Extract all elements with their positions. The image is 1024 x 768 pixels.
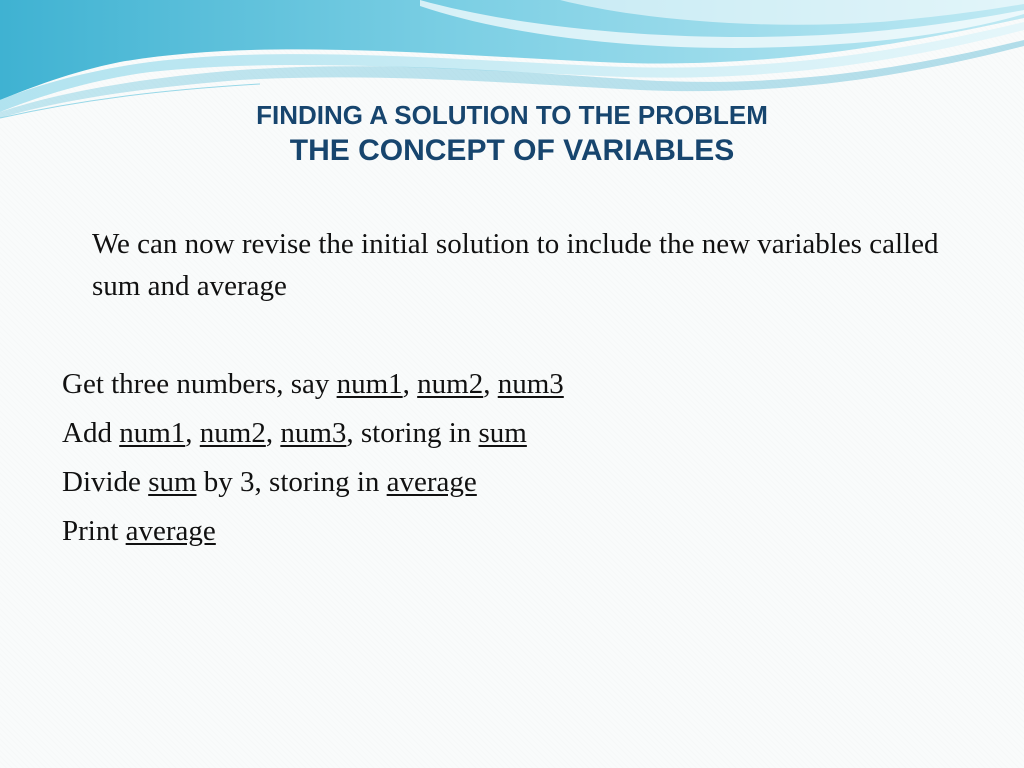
step-text: Get three numbers, say bbox=[62, 368, 337, 400]
variable-name: num2 bbox=[199, 417, 266, 449]
slide-title bbox=[0, 98, 1024, 170]
algorithm-step bbox=[62, 460, 962, 509]
variable-name: num3 bbox=[497, 368, 564, 400]
variable-name: num1 bbox=[336, 368, 403, 400]
intro-paragraph: We can now revise the initial solution to include the new variables called sum and average bbox=[92, 228, 939, 302]
variable-name: sum bbox=[478, 417, 527, 449]
slide-title-line2: THE CONCEPT OF VARIABLES bbox=[289, 134, 735, 167]
variable-name: num1 bbox=[119, 417, 186, 449]
step-text: , bbox=[265, 417, 281, 449]
step-text: , storing in bbox=[346, 417, 479, 449]
step-text: Add bbox=[62, 417, 120, 449]
algorithm-step bbox=[62, 362, 962, 411]
step-text: Print bbox=[62, 515, 126, 547]
algorithm-step bbox=[62, 509, 962, 558]
variable-name: average bbox=[386, 466, 477, 498]
variable-name: num3 bbox=[280, 417, 347, 449]
variable-name: num2 bbox=[417, 368, 484, 400]
variable-name: sum bbox=[148, 466, 197, 498]
slide-title-line1: FINDING A SOLUTION TO THE PROBLEM bbox=[256, 100, 768, 130]
step-text: , bbox=[185, 417, 200, 449]
algorithm-step bbox=[62, 411, 962, 460]
step-text: , bbox=[483, 368, 498, 400]
step-text: Divide bbox=[62, 466, 149, 498]
step-text: , bbox=[402, 368, 418, 400]
variable-name: average bbox=[125, 515, 216, 547]
step-text: by 3, storing in bbox=[196, 466, 387, 498]
algorithm-steps bbox=[62, 362, 962, 558]
